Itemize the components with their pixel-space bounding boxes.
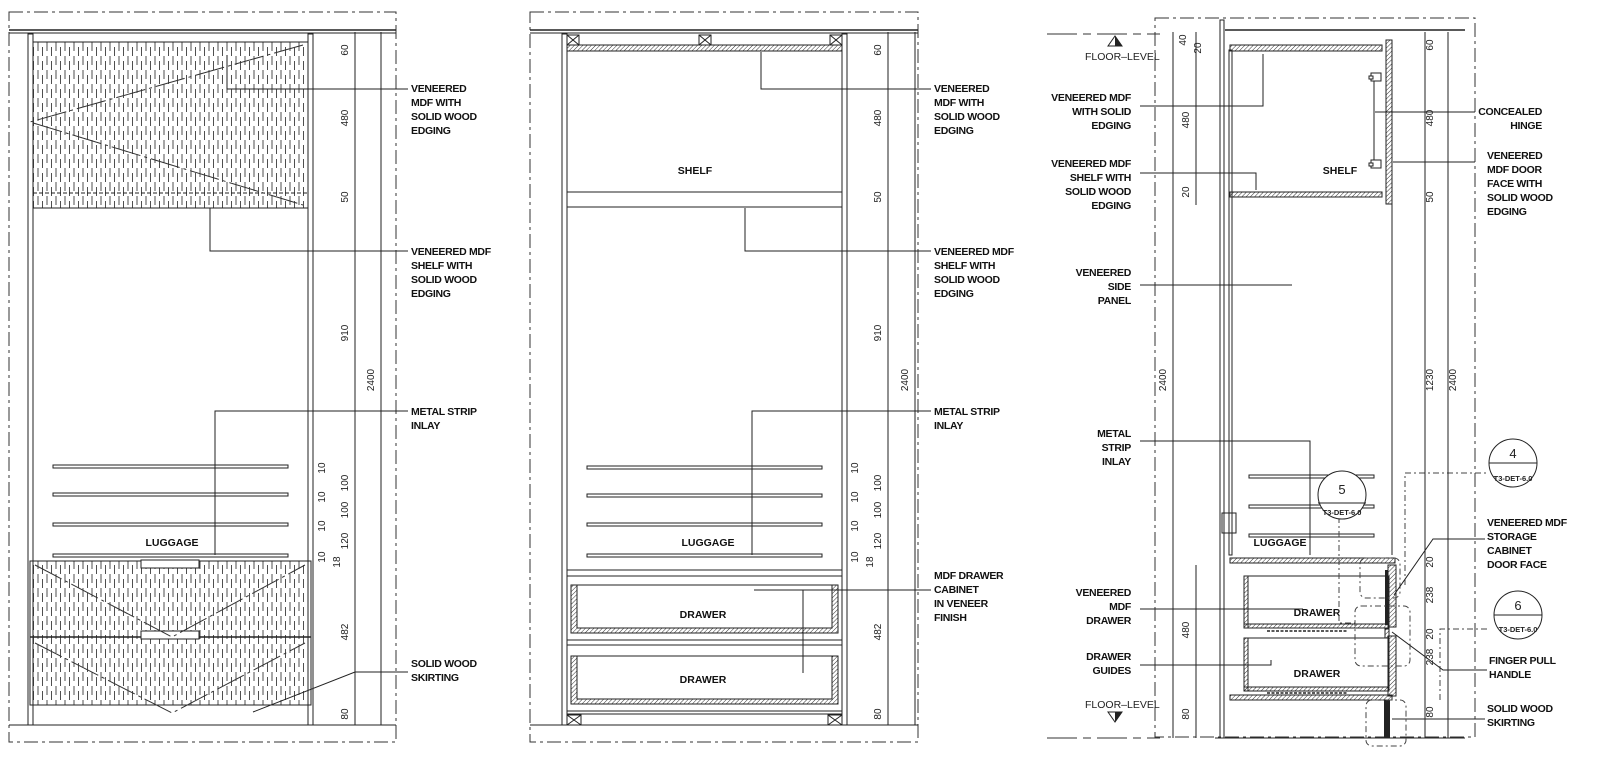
svg-text:VENEERED MDFSTORAGECABINETDOOR: VENEERED MDF STORAGE CABINET DOOR FACE xyxy=(1487,517,1567,571)
svg-text:SOLID WOODSKIRTING: SOLID WOOD SKIRTING xyxy=(1487,703,1553,729)
dim-open: 910 xyxy=(873,324,884,342)
dim-top-right: 60 xyxy=(1425,39,1436,51)
dim-open-right: 1230 xyxy=(1425,368,1436,392)
svg-text:T3-DET-6.0: T3-DET-6.0 xyxy=(1498,625,1538,634)
dim-drawer-2: 238 xyxy=(1425,648,1436,666)
dim-strip-gap: 100 xyxy=(873,501,884,519)
dim-shelf: 20 xyxy=(1181,186,1192,198)
floor-level-label-bottom: FLOOR–LEVEL xyxy=(1085,699,1160,711)
upper-door-veneer xyxy=(33,42,308,208)
dim-base-top: 18 xyxy=(865,556,876,568)
detail-tag-4[interactable] xyxy=(1489,439,1537,487)
drawer-face-1 xyxy=(1388,565,1396,627)
svg-text:VENEERED MDFSHELF WITHSOLID WO: VENEERED MDF SHELF WITH SOLID WOOD EDGING xyxy=(934,246,1014,300)
dim-total-right: 2400 xyxy=(1448,368,1459,392)
dim-skirting: 80 xyxy=(340,708,351,720)
side-panel xyxy=(1220,20,1224,738)
dim-strip-thk: 10 xyxy=(850,520,861,532)
svg-text:METAL STRIPINLAY: METAL STRIP INLAY xyxy=(411,406,477,432)
concealed-hinge-icon xyxy=(1369,73,1381,168)
luggage-label: LUGGAGE xyxy=(145,537,199,549)
dim-gap: 50 xyxy=(1425,191,1436,203)
dim-drawer-1: 238 xyxy=(1425,586,1436,604)
svg-text:VENEEREDMDF WITHSOLID WOODEDGI: VENEERED MDF WITH SOLID WOOD EDGING xyxy=(411,83,477,137)
dim-shelf-space: 480 xyxy=(1181,111,1192,129)
dim-strip-thk: 10 xyxy=(850,491,861,503)
svg-text:METALSTRIPINLAY: METAL STRIP INLAY xyxy=(1097,428,1131,468)
skirting xyxy=(1384,700,1390,738)
view-section xyxy=(1047,18,1568,746)
dim-strip-thk: 10 xyxy=(850,462,861,474)
dim-top-a: 40 xyxy=(1178,34,1189,46)
dim-strip-thk: 10 xyxy=(317,462,328,474)
drawer-1-label: DRAWER xyxy=(679,609,727,621)
drawer-2-label: DRAWER xyxy=(679,674,727,686)
svg-text:VENEEREDMDF DOORFACE WITHSOLID: VENEERED MDF DOOR FACE WITH SOLID WOOD EDGING xyxy=(1487,150,1553,218)
top-panel xyxy=(567,45,842,51)
dim-drawer-zone: 480 xyxy=(1181,621,1192,639)
svg-text:4: 4 xyxy=(1509,446,1517,461)
shelf xyxy=(567,192,842,207)
dim-skirting-right: 80 xyxy=(1425,706,1436,718)
svg-text:METAL STRIPINLAY: METAL STRIP INLAY xyxy=(934,406,1000,432)
drawer-2-label: DRAWER xyxy=(1293,668,1341,680)
svg-text:CONCEALEDHINGE: CONCEALED HINGE xyxy=(1478,106,1542,132)
dim-strip-thk: 10 xyxy=(317,520,328,532)
dim-strip-thk: 10 xyxy=(850,551,861,563)
svg-text:6: 6 xyxy=(1514,598,1522,613)
svg-text:VENEEREDMDFDRAWER: VENEERED MDF DRAWER xyxy=(1075,587,1131,627)
view-elevation-closed xyxy=(9,12,492,742)
dim-skirting: 80 xyxy=(873,708,884,720)
svg-text:SOLID WOODSKIRTING: SOLID WOOD SKIRTING xyxy=(411,658,477,684)
dim-strip-gap: 120 xyxy=(340,532,351,550)
luggage-label: LUGGAGE xyxy=(1253,537,1307,549)
dim-total-left: 2400 xyxy=(1158,368,1169,392)
dim-strip-gap: 100 xyxy=(340,474,351,492)
dim-open: 910 xyxy=(340,324,351,342)
dim-mid: 20 xyxy=(1425,628,1436,640)
floor-level-label-top: FLOOR–LEVEL xyxy=(1085,51,1160,63)
dim-base-top: 18 xyxy=(332,556,343,568)
dim-strip-thk: 10 xyxy=(317,491,328,503)
svg-text:5: 5 xyxy=(1338,482,1346,497)
shelf-label: SHELF xyxy=(1322,165,1358,177)
svg-text:DRAWERGUIDES: DRAWER GUIDES xyxy=(1086,651,1131,677)
dim-skirting-left: 80 xyxy=(1181,708,1192,720)
callouts xyxy=(411,83,492,684)
dim-drawers: 482 xyxy=(340,623,351,641)
dim-strip-gap: 100 xyxy=(340,501,351,519)
dim-top: 60 xyxy=(340,44,351,56)
dim-top: 60 xyxy=(873,44,884,56)
drawer-1-label: DRAWER xyxy=(1293,607,1341,619)
shelf-label: SHELF xyxy=(677,165,713,177)
dim-strip-thk: 10 xyxy=(317,551,328,563)
svg-text:VENEEREDSIDEPANEL: VENEERED SIDE PANEL xyxy=(1075,267,1131,307)
finger-pull-handle-icon xyxy=(1385,629,1389,638)
svg-text:VENEERED MDFSHELF WITHSOLID WO: VENEERED MDF SHELF WITH SOLID WOOD EDGING xyxy=(411,246,491,300)
view-elevation-open xyxy=(530,12,1015,742)
svg-text:VENEEREDMDF WITHSOLID WOODEDGI: VENEERED MDF WITH SOLID WOOD EDGING xyxy=(934,83,1000,137)
dim-d1-top: 20 xyxy=(1425,556,1436,568)
callouts xyxy=(934,83,1015,624)
shelf xyxy=(1230,192,1382,197)
dim-drawers: 482 xyxy=(873,623,884,641)
detail-tag-6[interactable] xyxy=(1494,591,1542,639)
drawer-1 xyxy=(1244,576,1389,628)
svg-text:VENEERED MDFSHELF WITHSOLID WO: VENEERED MDF SHELF WITH SOLID WOOD EDGING xyxy=(1051,158,1131,212)
svg-text:T3-DET-6.0: T3-DET-6.0 xyxy=(1493,474,1533,483)
dim-top-b: 20 xyxy=(1193,42,1204,54)
dim-total: 2400 xyxy=(366,368,377,392)
dim-door: 480 xyxy=(1425,109,1436,127)
upper-door xyxy=(1386,40,1392,204)
dim-total: 2400 xyxy=(900,368,911,392)
dim-shelf: 50 xyxy=(340,191,351,203)
luggage-label: LUGGAGE xyxy=(681,537,735,549)
dim-strip-gap: 100 xyxy=(873,474,884,492)
dim-strip-gap: 120 xyxy=(873,532,884,550)
svg-text:VENEERED MDFWITH SOLIDEDGING: VENEERED MDF WITH SOLID EDGING xyxy=(1051,92,1131,132)
detail-tag-5[interactable] xyxy=(1318,471,1366,519)
svg-text:MDF DRAWERCABINETIN VENEERFINI: MDF DRAWER CABINET IN VENEER FINISH xyxy=(934,570,1004,624)
callouts-left xyxy=(1051,92,1132,677)
dim-shelf-space: 480 xyxy=(340,109,351,127)
svg-text:FINGER PULLHANDLE: FINGER PULL HANDLE xyxy=(1489,655,1556,681)
dim-shelf: 50 xyxy=(873,191,884,203)
svg-text:T3-DET-6.0: T3-DET-6.0 xyxy=(1322,508,1362,517)
dim-shelf-space: 480 xyxy=(873,109,884,127)
